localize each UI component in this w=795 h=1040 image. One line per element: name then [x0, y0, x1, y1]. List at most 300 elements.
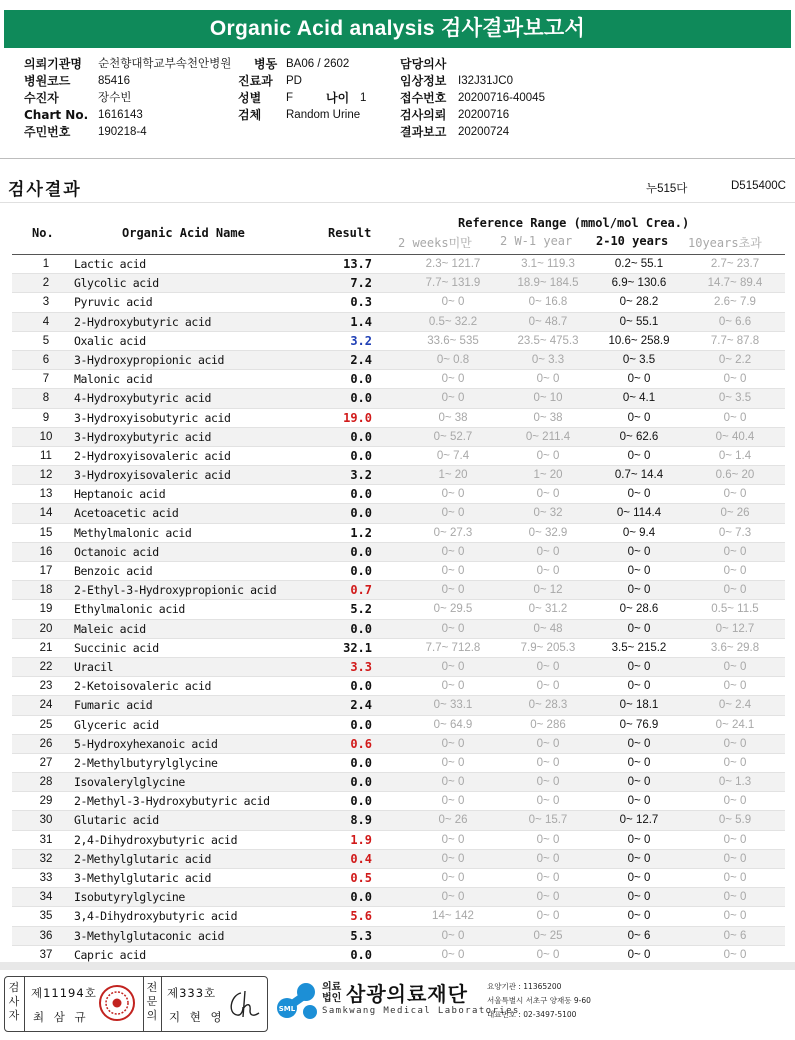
table-row — [12, 524, 785, 543]
rrn-label: 주민번호 — [24, 125, 71, 139]
range-2-10y: 6.9~ 130.6 — [611, 277, 667, 290]
org-address: 서울특별시 서초구 양재동 9-60 — [487, 996, 591, 1005]
ward-value: BA06 / 2602 — [286, 58, 350, 70]
row-number: 15 — [39, 526, 53, 539]
range-2w-1y: 0~ 3.3 — [531, 353, 565, 366]
range-under-2-weeks: 7.7~ 131.9 — [425, 277, 481, 290]
range-2w-1y: 0~ 0 — [536, 737, 560, 750]
range-under-2-weeks: 0~ 0 — [441, 296, 465, 309]
examinee-label: 수진자 — [24, 91, 59, 105]
range-2-10y: 0~ 9.4 — [622, 526, 656, 539]
acid-name: 3,4-Dihydroxybutyric acid — [74, 909, 238, 924]
row-number: 14 — [39, 507, 53, 520]
range-2-10y: 0~ 62.6 — [619, 430, 659, 443]
result-value: 3.2 — [350, 333, 372, 348]
range-under-2-weeks: 0~ 7.4 — [436, 449, 470, 462]
logo-text: SML — [278, 1005, 296, 1013]
acid-name: Ethylmalonic acid — [74, 602, 185, 617]
acid-name: 3-Methylglutaconic acid — [74, 928, 225, 943]
institution-label: 의뢰기관명 — [24, 57, 82, 71]
result-value: 2.4 — [350, 352, 372, 367]
range-2w-1y: 0~ 0 — [536, 795, 560, 808]
range-2w-1y: 0~ 12 — [533, 584, 563, 597]
org-code: 요양기관 : 11365200 — [487, 982, 562, 991]
range-2-10y: 0~ 55.1 — [619, 315, 659, 328]
range-under-2-weeks: 14~ 142 — [432, 910, 474, 923]
table-row — [12, 869, 785, 888]
range-under-2-weeks: 0~ 0 — [441, 872, 465, 884]
row-number: 36 — [39, 929, 53, 942]
acid-name: Succinic acid — [74, 640, 159, 655]
hospital-code-value: 85416 — [98, 75, 130, 87]
table-row — [12, 773, 785, 792]
table-row — [12, 332, 785, 351]
table-row — [12, 409, 785, 428]
range-over-10y: 0~ 0 — [723, 872, 747, 884]
table-row — [12, 255, 785, 274]
row-number: 25 — [39, 718, 53, 731]
range-2-10y: 0~ 0 — [627, 565, 651, 577]
acid-name: 5-Hydroxyhexanoic acid — [74, 736, 218, 751]
range-2w-1y: 0~ 15.7 — [528, 814, 568, 827]
table-row — [12, 620, 785, 639]
range-2-10y: 0~ 0 — [627, 833, 651, 846]
range-2-10y: 0~ 0 — [627, 373, 651, 386]
age-value: 1 — [360, 92, 367, 104]
row-number: 26 — [39, 737, 53, 750]
acid-name: Lactic acid — [74, 257, 146, 271]
range-2-10y: 10.6~ 258.9 — [608, 334, 670, 347]
chart-no-label: Chart No. — [24, 108, 89, 122]
row-number: 29 — [39, 795, 53, 808]
range-over-10y: 0~ 40.4 — [715, 430, 755, 443]
range-2w-1y: 0~ 0 — [536, 948, 560, 961]
row-number: 21 — [39, 641, 53, 654]
request-date-label: 검사의뢰 — [400, 108, 447, 122]
range-over-10y: 0~ 5.9 — [718, 814, 752, 827]
range-under-2-weeks: 0~ 0 — [441, 660, 465, 673]
range-2-10y: 0~ 0 — [627, 680, 651, 693]
row-number: 35 — [39, 910, 53, 923]
department-label: 진료과 — [238, 74, 273, 88]
table-row — [12, 792, 785, 811]
range-2-10y: 3.5~ 215.2 — [611, 641, 667, 654]
acid-name: Isobutyrylglycine — [74, 890, 185, 905]
range-over-10y: 0~ 0 — [723, 756, 747, 769]
range-over-10y: 0~ 7.3 — [718, 526, 752, 539]
result-value: 0.0 — [350, 544, 372, 559]
table-row — [12, 888, 785, 907]
acid-name: Oxalic acid — [74, 333, 146, 348]
range-2-10y: 0~ 4.1 — [622, 392, 656, 405]
signature-icon — [223, 987, 263, 1023]
result-value: 0.5 — [350, 871, 372, 885]
table-row — [12, 907, 785, 926]
range-2-10y: 0~ 0 — [627, 776, 651, 789]
divider — [143, 977, 144, 1031]
acid-name: Uracil — [74, 659, 114, 674]
range-under-2-weeks: 0~ 0 — [441, 776, 465, 789]
range-2-10y: 0~ 0 — [627, 488, 651, 501]
header-range-3: 2-10 years — [596, 234, 669, 248]
result-value: 0.0 — [350, 506, 372, 521]
row-number: 4 — [42, 315, 50, 328]
acid-name: Benzoic acid — [74, 564, 153, 578]
divider — [24, 977, 25, 1031]
result-value: 0.0 — [350, 429, 372, 444]
row-number: 2 — [42, 277, 50, 290]
org-name: 삼광의료재단 — [346, 982, 468, 1006]
range-2w-1y: 0~ 0 — [536, 449, 560, 462]
range-2-10y: 0~ 0 — [627, 449, 651, 462]
range-under-2-weeks: 0~ 0 — [441, 507, 465, 520]
row-number: 30 — [39, 814, 53, 827]
table-row — [12, 639, 785, 658]
range-2w-1y: 0~ 48.7 — [528, 315, 568, 328]
row-number: 1 — [42, 258, 50, 270]
range-2w-1y: 7.9~ 205.3 — [520, 641, 576, 654]
range-over-10y: 0.6~ 20 — [715, 469, 755, 482]
result-value: 0.0 — [350, 717, 372, 732]
acid-name: 2-Hydroxybutyric acid — [74, 314, 211, 329]
range-2w-1y: 0~ 211.4 — [525, 430, 571, 443]
range-over-10y: 0~ 0 — [723, 737, 747, 750]
divider — [161, 977, 162, 1031]
acid-name: Malonic acid — [74, 372, 153, 387]
range-over-10y: 0~ 1.4 — [718, 449, 752, 462]
row-number: 11 — [40, 449, 52, 462]
table-row — [12, 581, 785, 600]
range-2-10y: 0~ 18.1 — [619, 699, 659, 712]
row-number: 37 — [39, 948, 53, 961]
range-2-10y: 0~ 0 — [627, 622, 651, 635]
range-under-2-weeks: 0~ 0 — [441, 392, 465, 405]
range-under-2-weeks: 0~ 33.1 — [433, 699, 473, 712]
row-number: 19 — [39, 603, 53, 616]
result-value: 1.2 — [350, 525, 372, 540]
range-under-2-weeks: 7.7~ 712.8 — [425, 641, 481, 654]
table-row — [12, 927, 785, 946]
acid-name: 3-Hydroxyisobutyric acid — [74, 410, 231, 425]
range-2w-1y: 18.9~ 184.5 — [517, 277, 579, 290]
table-row — [12, 370, 785, 389]
acid-name: 3-Hydroxyisovaleric acid — [74, 468, 231, 483]
range-under-2-weeks: 33.6~ 535 — [427, 334, 479, 347]
range-2w-1y: 3.1~ 119.3 — [521, 258, 575, 270]
range-under-2-weeks: 0~ 0 — [441, 545, 465, 558]
table-row — [12, 811, 785, 830]
table-row — [12, 831, 785, 850]
range-2w-1y: 0~ 10 — [533, 392, 563, 405]
range-over-10y: 0~ 0 — [723, 488, 747, 501]
hospital-code-label: 병원코드 — [24, 74, 71, 88]
range-over-10y: 0~ 2.2 — [718, 353, 752, 366]
range-2w-1y: 0~ 32 — [533, 507, 563, 520]
range-under-2-weeks: 0~ 0 — [441, 929, 465, 942]
range-2w-1y: 0~ 31.2 — [528, 603, 568, 616]
range-2-10y: 0~ 28.6 — [619, 603, 659, 616]
specialist-license: 제333호 — [167, 986, 217, 1000]
acid-name: Maleic acid — [74, 621, 146, 636]
header-name: Organic Acid Name — [122, 226, 245, 240]
row-number: 16 — [39, 545, 53, 558]
range-over-10y: 0~ 0 — [723, 795, 747, 808]
acid-name: 2-Ketoisovaleric acid — [74, 679, 211, 694]
result-value: 0.0 — [350, 755, 372, 770]
range-2-10y: 0~ 28.2 — [619, 296, 659, 309]
range-over-10y: 0~ 0 — [723, 852, 747, 865]
range-under-2-weeks: 0~ 0 — [441, 373, 465, 386]
range-2w-1y: 0~ 0 — [536, 891, 560, 904]
range-2w-1y: 0~ 0 — [536, 833, 560, 846]
row-number: 18 — [39, 584, 53, 597]
result-value: 13.7 — [343, 257, 372, 271]
result-value: 0.0 — [350, 564, 372, 578]
range-under-2-weeks: 0~ 0 — [441, 584, 465, 597]
range-2-10y: 0~ 0 — [627, 891, 651, 904]
row-number: 17 — [39, 565, 53, 577]
acid-name: Glyceric acid — [74, 717, 159, 732]
row-number: 32 — [39, 852, 53, 865]
acid-name: 3-Methylglutaric acid — [74, 871, 211, 885]
result-value: 0.0 — [350, 487, 372, 502]
result-value: 0.3 — [350, 295, 372, 310]
acid-name: 3-Hydroxypropionic acid — [74, 352, 225, 367]
range-2-10y: 0~ 0 — [627, 948, 651, 961]
range-2w-1y: 0~ 0 — [536, 373, 560, 386]
range-under-2-weeks: 2.3~ 121.7 — [425, 258, 481, 270]
result-value: 0.4 — [350, 851, 372, 866]
report-date-label: 결과보고 — [400, 125, 447, 139]
range-2-10y: 0~ 114.4 — [616, 507, 662, 520]
header-no: No. — [32, 226, 54, 240]
range-under-2-weeks: 0~ 0 — [441, 622, 465, 635]
range-under-2-weeks: 0~ 0 — [441, 565, 465, 577]
range-over-10y: 0~ 12.7 — [715, 622, 755, 635]
acid-name: Pyruvic acid — [74, 295, 153, 310]
header-reference: Reference Range (mmol/mol Crea.) — [458, 216, 690, 230]
divider — [0, 158, 795, 159]
result-value: 0.0 — [350, 448, 372, 463]
patient-info — [24, 56, 784, 141]
acid-name: Methylmalonic acid — [74, 525, 192, 540]
result-value: 0.0 — [350, 947, 372, 962]
range-2w-1y: 0~ 25 — [533, 929, 563, 942]
range-under-2-weeks: 0~ 26 — [438, 814, 468, 827]
range-over-10y: 2.6~ 7.9 — [714, 296, 756, 309]
range-under-2-weeks: 0~ 0 — [441, 833, 465, 846]
clinical-info-value: I32J31JC0 — [458, 75, 513, 87]
range-2-10y: 0~ 0 — [627, 852, 651, 865]
table-row — [12, 485, 785, 504]
range-2-10y: 0~ 0 — [627, 660, 651, 673]
range-2w-1y: 0~ 0 — [536, 660, 560, 673]
rrn-value: 190218-4 — [98, 126, 147, 138]
report-title: Organic Acid analysis 검사결과보고서 — [4, 10, 791, 48]
institution-value: 순천향대학교부속천안병원 — [98, 58, 232, 70]
tester-name: 최 삼 규 — [33, 1010, 89, 1024]
table-row — [12, 562, 785, 581]
range-over-10y: 0~ 0 — [723, 948, 747, 961]
cumulative-code: 누515다 — [646, 183, 688, 195]
range-over-10y: 0~ 6 — [723, 929, 747, 942]
range-2-10y: 0~ 0 — [627, 737, 651, 750]
result-value: 0.6 — [350, 736, 372, 751]
table-header — [12, 214, 785, 254]
department-value: PD — [286, 75, 302, 87]
row-number: 34 — [39, 891, 53, 904]
table-row — [12, 716, 785, 735]
acid-name: 2-Ethyl-3-Hydroxypropionic acid — [74, 583, 277, 598]
org-phone: 대표번호 : 02-3497-5100 — [487, 1010, 577, 1019]
specialist-label: 전문의 — [146, 981, 158, 1022]
table-row — [12, 735, 785, 754]
receipt-no-value: 20200716-40045 — [458, 92, 545, 104]
range-over-10y: 0~ 0 — [723, 545, 747, 558]
divider — [0, 202, 795, 203]
row-number: 27 — [39, 756, 53, 769]
result-value: 0.0 — [350, 391, 372, 406]
range-under-2-weeks: 0~ 38 — [438, 411, 468, 424]
acid-name: 2-Hydroxyisovaleric acid — [74, 448, 231, 463]
range-over-10y: 0~ 0 — [723, 833, 747, 846]
sex-value: F — [286, 92, 294, 104]
result-value: 5.2 — [350, 602, 372, 617]
table-row — [12, 600, 785, 619]
range-over-10y: 0~ 0 — [723, 373, 747, 386]
range-over-10y: 14.7~ 89.4 — [707, 277, 763, 290]
acid-name: Capric acid — [74, 947, 146, 962]
table-row — [12, 543, 785, 562]
acid-name: Isovalerylglycine — [74, 775, 185, 790]
request-date-value: 20200716 — [458, 109, 510, 121]
signature-box — [4, 976, 268, 1032]
org-type: 의료법인 — [322, 982, 342, 1004]
range-2-10y: 0.7~ 14.4 — [614, 469, 664, 482]
table-row — [12, 677, 785, 696]
result-value: 1.4 — [350, 314, 372, 329]
result-value: 0.0 — [350, 775, 372, 790]
row-number: 6 — [42, 353, 50, 366]
acid-name: 2-Methylglutaric acid — [74, 851, 211, 866]
range-2w-1y: 0~ 0 — [536, 776, 560, 789]
range-2-10y: 0~ 0 — [627, 910, 651, 923]
tester-license: 제11194호 — [31, 986, 97, 1000]
receipt-no-label: 접수번호 — [400, 91, 447, 105]
chart-no-value: 1616143 — [98, 109, 143, 121]
range-2-10y: 0~ 6 — [627, 929, 651, 942]
range-2w-1y: 0~ 32.9 — [528, 526, 568, 539]
range-over-10y: 0~ 0 — [723, 565, 747, 577]
row-number: 13 — [39, 488, 53, 501]
result-value: 3.2 — [350, 468, 372, 483]
specimen-label: 검체 — [238, 108, 262, 122]
range-2-10y: 0~ 0 — [627, 545, 651, 558]
range-under-2-weeks: 0~ 0 — [441, 737, 465, 750]
result-value: 0.0 — [350, 621, 372, 636]
range-under-2-weeks: 0.5~ 32.2 — [428, 315, 478, 328]
acid-name: Fumaric acid — [74, 698, 153, 713]
acid-name: 4-Hydroxybutyric acid — [74, 391, 211, 406]
row-number: 7 — [42, 373, 50, 386]
section-title: 검사결과 — [8, 180, 82, 200]
range-over-10y: 3.6~ 29.8 — [710, 641, 760, 654]
range-2w-1y: 0~ 0 — [536, 545, 560, 558]
range-over-10y: 0~ 0 — [723, 910, 747, 923]
acid-name: Octanoic acid — [74, 544, 159, 559]
result-value: 0.7 — [350, 583, 372, 598]
range-under-2-weeks: 0~ 0 — [441, 756, 465, 769]
result-value: 3.3 — [350, 659, 372, 674]
result-value: 5.3 — [350, 928, 372, 943]
range-2w-1y: 0~ 0 — [536, 756, 560, 769]
footer-separator — [0, 962, 795, 970]
acid-name: 3-Hydroxybutyric acid — [74, 429, 211, 444]
range-2-10y: 0~ 76.9 — [619, 718, 659, 731]
range-2-10y: 0.2~ 55.1 — [614, 258, 664, 270]
range-under-2-weeks: 1~ 20 — [438, 469, 468, 482]
result-value: 5.6 — [350, 909, 372, 924]
result-value: 0.0 — [350, 372, 372, 387]
result-value: 1.9 — [350, 832, 372, 847]
range-2w-1y: 0~ 286 — [530, 718, 566, 731]
range-over-10y: 0.5~ 11.5 — [711, 603, 759, 616]
result-value: 0.0 — [350, 679, 372, 694]
table-row — [12, 696, 785, 715]
header-result: Result — [328, 226, 372, 240]
range-under-2-weeks: 0~ 0.8 — [436, 353, 470, 366]
range-2-10y: 0~ 12.7 — [619, 814, 659, 827]
table-row — [12, 351, 785, 370]
range-2w-1y: 0~ 38 — [533, 411, 563, 424]
table-row — [12, 850, 785, 869]
range-2-10y: 0~ 0 — [627, 795, 651, 808]
acid-name: 2-Methyl-3-Hydroxybutyric acid — [74, 794, 270, 809]
range-over-10y: 0~ 0 — [723, 660, 747, 673]
range-2-10y: 0~ 0 — [627, 872, 651, 884]
range-2w-1y: 0~ 0 — [536, 680, 560, 693]
range-2w-1y: 0~ 48 — [533, 622, 563, 635]
row-number: 31 — [39, 833, 53, 846]
table-row — [12, 293, 785, 312]
acid-name: Acetoacetic acid — [74, 506, 179, 521]
row-number: 24 — [39, 699, 53, 712]
report-date-value: 20200724 — [458, 126, 510, 138]
range-over-10y: 0~ 26 — [720, 507, 750, 520]
table-row — [12, 447, 785, 466]
row-number: 10 — [39, 430, 53, 443]
report-code: D515400C — [731, 180, 786, 192]
acid-name: Glycolic acid — [74, 276, 159, 291]
row-number: 8 — [42, 392, 50, 405]
acid-name: 2,4-Dihydroxybutyric acid — [74, 832, 238, 847]
range-2w-1y: 0~ 0 — [536, 565, 560, 577]
specimen-value: Random Urine — [286, 109, 361, 121]
sex-label: 성별 — [238, 91, 262, 105]
org-english-name: Samkwang Medical Laboratories — [322, 1006, 520, 1016]
range-over-10y: 0~ 3.5 — [718, 392, 752, 405]
range-under-2-weeks: 0~ 64.9 — [433, 718, 473, 731]
range-over-10y: 0~ 0 — [723, 680, 747, 693]
acid-name: Heptanoic acid — [74, 487, 166, 502]
result-value: 0.0 — [350, 890, 372, 905]
result-value: 7.2 — [350, 276, 372, 291]
range-under-2-weeks: 0~ 27.3 — [433, 526, 473, 539]
range-2-10y: 0~ 0 — [627, 411, 651, 424]
range-under-2-weeks: 0~ 52.7 — [433, 430, 473, 443]
range-2-10y: 0~ 3.5 — [622, 353, 656, 366]
range-2w-1y: 1~ 20 — [533, 469, 563, 482]
